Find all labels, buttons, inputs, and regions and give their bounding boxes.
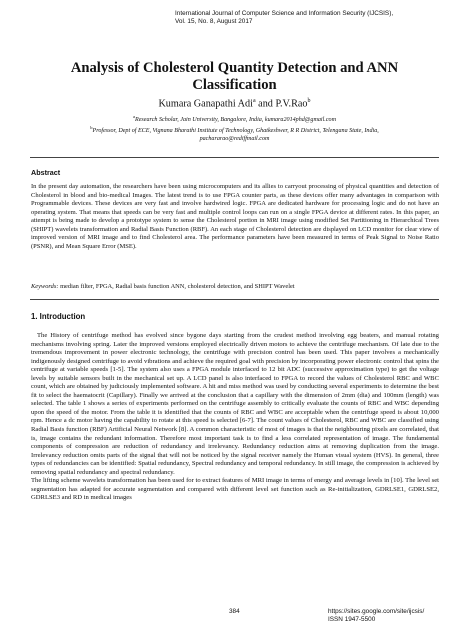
affiliation-b-email: pachararao@rediffmail.com [199,136,270,143]
author-line [30,95,439,110]
author-name-1: Kumara Ganapathi Adi [158,98,253,110]
abstract-heading: Abstract [31,168,61,177]
page-number: 384 [229,608,240,615]
footer-url: https://sites.google.com/site/ijcsis/ [328,608,425,615]
journal-volume: Vol. 15, No. 8, August 2017 [175,18,253,26]
affiliation-b [40,124,429,135]
paper-title: Analysis of Cholesterol Quantity Detection and ANN Classification [70,60,399,93]
affiliation-a [40,113,429,124]
keywords-divider [30,299,439,300]
section-heading-introduction: 1. Introduction [31,312,86,321]
keywords-label: Keywords: [31,283,59,290]
footer-issn: ISSN 1947-5500 [328,616,376,624]
introduction-paragraph-1: The History of centrifuge method has evolved since bygone days starting from the crudest method involving egg beaters, and manual rotating mechanisms involving spring. Later the improved versions employed electrically driven motors to achieve the centrifuge mechanism. Of late due to the tremendous improvement in power electronic technology, the centrifuge with precision control has been used. This paper involves a mechanically indigenously designed centrifuge to avoid vibrations and achieve the required goal with precision by incorporating power electronic control that spins the centrifuge at variable speeds [1-5]. The system also uses a FPGA module interfaced to 12 bit ADC (successive approximation type) to get the voltage levels by suitable sensors built in the mechanical set up. A LCD panel is also interfaced to FPGA to record the values of Cholesterol RBC and WBC count, which are obtained by judiciously implemented software. A hit and miss method was used by conducting several experiments to determine the best fit to select the haematocrit (Capillary). Finally we arrived at the conclusion that a capillary with the dimension of 2mm (dia) and 100mm (length) was selected. The table 1 shows a series of experiments performed on the centrifuge assembly to critically evaluate the counts of RBC and WBC depending upon the speed of the motor. From the table it is identified that the counts of RBC and WBC are acceptable when the centrifuge speed is about 10,000 rpm. Hence a dc motor having the capability to rotate at this speed is selected [6-7]. The count values of Cholesterol, RBC and WBC are classified using Radial Basis function (RBF) Artificial Neural Network [8]. A common characteristic of most of images is that the neighbouring pixels are correlated, that is, image contains the redundant information. Therefore most important task is to find a less correlated representation of image. The fundamental components of compression are reduction of redundancy and irrelevancy. Redundancy reduction aims at removing duplication from the image. Irrelevancy reduction omits parts of the signal that will not be noticed by the signal receiver namely the Human visual system (HVS). In general, three types of redundancies can be identified: Spatial redundancy, Spectral redundancy and temporal redundancy. In still image, the compression is achieved by removing spatial redundancy and spectral redundancy. [31,332,439,476]
affiliation-b-sup: b [90,125,93,131]
journal-name: International Journal of Computer Science and Information Security (IJCSIS), [175,10,394,17]
keywords-line [31,283,439,292]
author-sup-1: a [252,98,256,104]
author-name-2: P.V.Rao [275,98,308,110]
affiliation-a-sup: a [133,114,135,119]
introduction-paragraph-2: The lifting scheme wavelets transformation has been used for to extract features of MRI image in terms of energy and average levels in [10]. The level set segmentation has adapted for accurate segmentation and compared with different level set function such as Re-initialization, GDRLSE1, GDRLSE2, GDRLSE3 and RD in medical images [31,477,439,502]
journal-header [175,10,455,26]
affiliation-b-text: Professor, Dept of ECE, Vignana Bharathi Institute of Technology, Ghatkeshwer, R R District, Telengana State, India, [92,128,379,135]
keywords-text: median filter, FPGA, Radial basis function ANN, cholesterol detection, and SHIPT Wavelet [58,283,295,290]
affiliation-a-text: Research Scholar, Jain University, Bangalore, India, kumara2014phd@gmail.com [135,117,336,124]
top-divider [30,157,439,158]
footer-info [328,608,424,624]
author-and: and [255,98,276,110]
author-sup-2: b [307,98,311,104]
affiliations [40,113,429,144]
introduction-body [31,332,439,503]
abstract-text: In the present day automation, the researchers have been using microcomputers and its allies to carryout processing of physical quantities and detection of Cholesterol in blood and bio-medical Images. The latest trend is to use FPGA counter parts, as these devices offer many advantages in comparison with Programmable devices. These devices are very fast and involve hardwired logic. FPGA are dedicated hardware for processing logic and do not have an operating system. That means that speeds can be very fast and multiple control loops can run on a single FPGA device at different rates. In this paper, an attempt is being made to develop a prototype system to sense the Cholesterol portion in MRI image using modified Set Partitioning in Hierarchical Trees (SHIPT) wavelets transformation and Radial Basis Function (RBF). An each stage of Cholesterol detection are displayed on LCD monitor for clear view of improved version of MRI image and to find Cholesterol area. The performance parameters have been measured in terms of Peak Signal to Noise Ratio (PSNR), and Mean Square Error (MSE). [31,183,439,250]
